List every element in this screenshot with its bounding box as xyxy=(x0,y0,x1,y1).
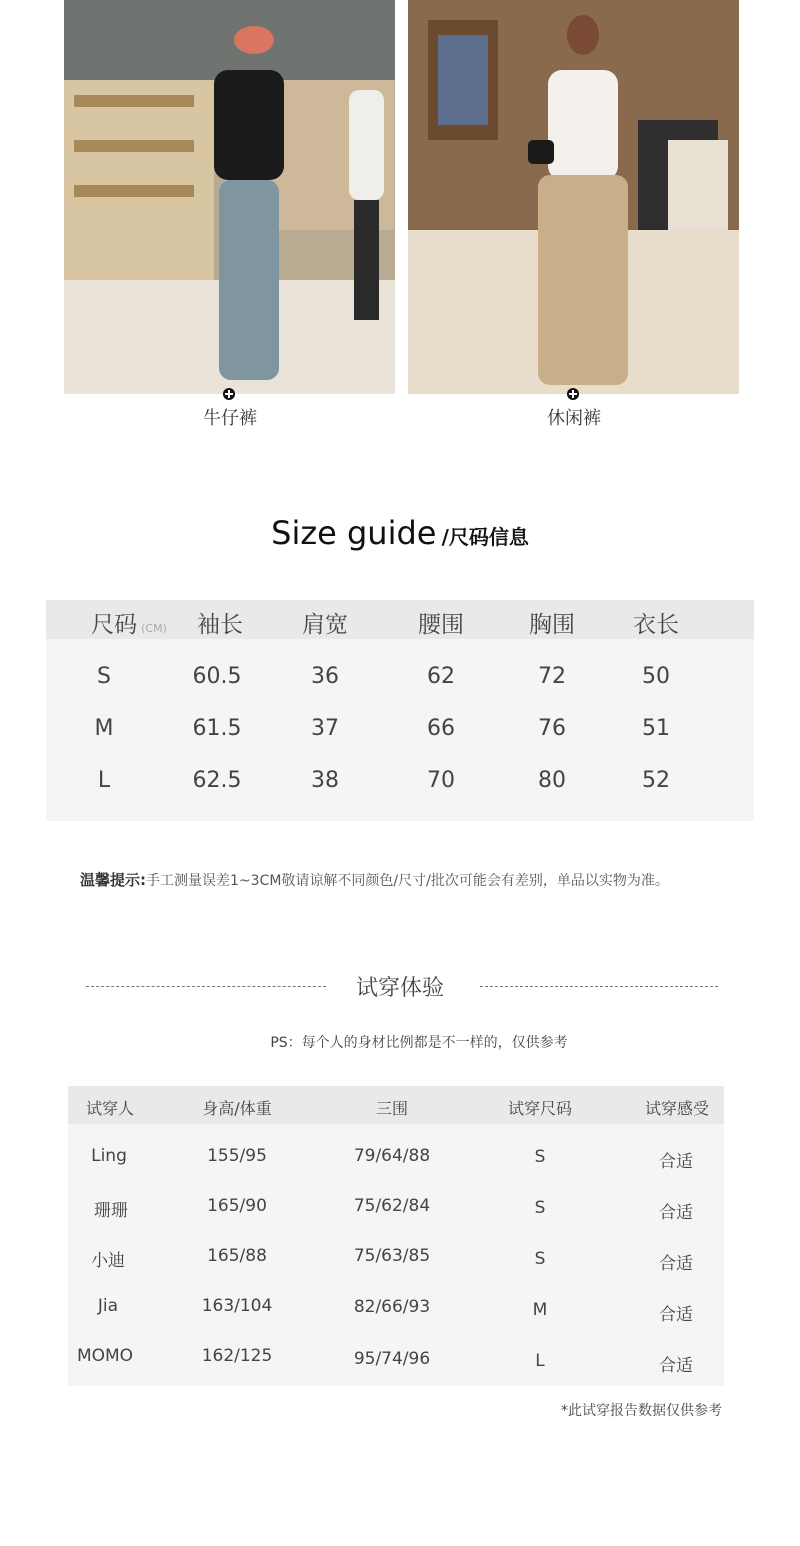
plus-marker-icon xyxy=(223,388,235,400)
tryon-cell: 155/95 xyxy=(207,1146,267,1166)
size-cell: S xyxy=(97,664,111,689)
size-cell: 80 xyxy=(538,768,566,793)
size-cell: 76 xyxy=(538,716,566,741)
size-guide-title-zh: /尺码信息 xyxy=(441,525,529,549)
photo-caption-casual: 休闲裤 xyxy=(547,408,601,429)
size-guide-title xyxy=(0,514,800,552)
tryon-header-size: 试穿尺码 xyxy=(507,1099,573,1118)
size-cell: 51 xyxy=(642,716,670,741)
size-cell: L xyxy=(97,768,111,793)
tryon-cell: S xyxy=(534,1147,546,1167)
tryon-table-header xyxy=(68,1086,724,1124)
tryon-footnote: *此试穿报告数据仅供参考 xyxy=(561,1403,722,1419)
size-table-header xyxy=(46,600,754,639)
tryon-header-measurements: 三围 xyxy=(375,1099,409,1118)
note-text: 手工测量误差1~3CM敬请谅解不同颜色/尺寸/批次可能会有差别，单品以实物为准。 xyxy=(146,873,669,889)
size-cell: 38 xyxy=(311,768,339,793)
size-cell: 37 xyxy=(311,716,339,741)
tryon-ps: PS：每个人的身材比例都是不一样的，仅供参考 xyxy=(270,1035,568,1051)
size-header-length: 衣长 xyxy=(633,612,679,638)
divider xyxy=(86,986,326,987)
tryon-cell: 合适 xyxy=(659,1356,693,1376)
tryon-header-height-weight: 身高/体重 xyxy=(202,1099,272,1118)
size-guide-title-en: Size guide xyxy=(271,514,437,552)
note-label: 温馨提示: xyxy=(80,871,146,889)
tryon-cell: M xyxy=(532,1300,548,1320)
size-cell: 66 xyxy=(427,716,455,741)
tryon-cell: 合适 xyxy=(659,1203,693,1223)
tryon-cell: 小迪 xyxy=(91,1251,125,1271)
size-cell: M xyxy=(94,716,114,741)
tryon-cell: 163/104 xyxy=(201,1296,273,1316)
tryon-cell: L xyxy=(535,1351,545,1371)
tryon-cell: MOMO xyxy=(76,1346,134,1366)
tryon-cell: S xyxy=(534,1198,546,1218)
divider xyxy=(480,986,718,987)
size-cell: 36 xyxy=(311,664,339,689)
photo-caption-jeans: 牛仔裤 xyxy=(203,408,257,429)
tryon-table xyxy=(68,1086,724,1386)
size-header-shoulder: 肩宽 xyxy=(302,612,348,638)
size-cell: 61.5 xyxy=(192,716,242,741)
size-cell: 62 xyxy=(427,664,455,689)
size-table xyxy=(46,600,754,821)
jeans-outfit-photo xyxy=(64,0,395,394)
tryon-cell: 79/64/88 xyxy=(353,1146,431,1166)
tryon-cell: 82/66/93 xyxy=(353,1297,431,1317)
tryon-cell: 75/63/85 xyxy=(353,1246,431,1266)
tryon-cell: 162/125 xyxy=(201,1346,273,1366)
size-header-size: 尺码 (CM) xyxy=(91,612,167,638)
tryon-cell: 珊珊 xyxy=(94,1201,128,1221)
tryon-cell: Ling xyxy=(91,1146,127,1166)
tryon-cell: 95/74/96 xyxy=(353,1349,431,1369)
tryon-cell: 合适 xyxy=(659,1305,693,1325)
tryon-header-feel: 试穿感受 xyxy=(644,1099,710,1118)
size-cell: 72 xyxy=(538,664,566,689)
plus-marker-icon xyxy=(567,388,579,400)
size-cell: 70 xyxy=(427,768,455,793)
tryon-cell: 165/88 xyxy=(207,1246,267,1266)
size-header-sleeve: 袖长 xyxy=(197,612,243,638)
measurement-note xyxy=(80,869,780,890)
tryon-header-person: 试穿人 xyxy=(85,1099,135,1118)
size-header-waist: 腰围 xyxy=(418,612,464,638)
size-header-chest: 胸围 xyxy=(529,612,575,638)
tryon-cell: S xyxy=(534,1249,546,1269)
tryon-cell: 165/90 xyxy=(207,1196,267,1216)
size-cell: 52 xyxy=(642,768,670,793)
tryon-cell: 合适 xyxy=(659,1254,693,1274)
tryon-cell: 合适 xyxy=(659,1152,693,1172)
casual-pants-outfit-photo xyxy=(408,0,739,394)
size-cell: 60.5 xyxy=(192,664,242,689)
tryon-title: 试穿体验 xyxy=(355,976,444,1001)
size-cell: 62.5 xyxy=(192,768,242,793)
tryon-cell: Jia xyxy=(97,1296,119,1316)
size-cell: 50 xyxy=(642,664,670,689)
tryon-cell: 75/62/84 xyxy=(353,1196,431,1216)
